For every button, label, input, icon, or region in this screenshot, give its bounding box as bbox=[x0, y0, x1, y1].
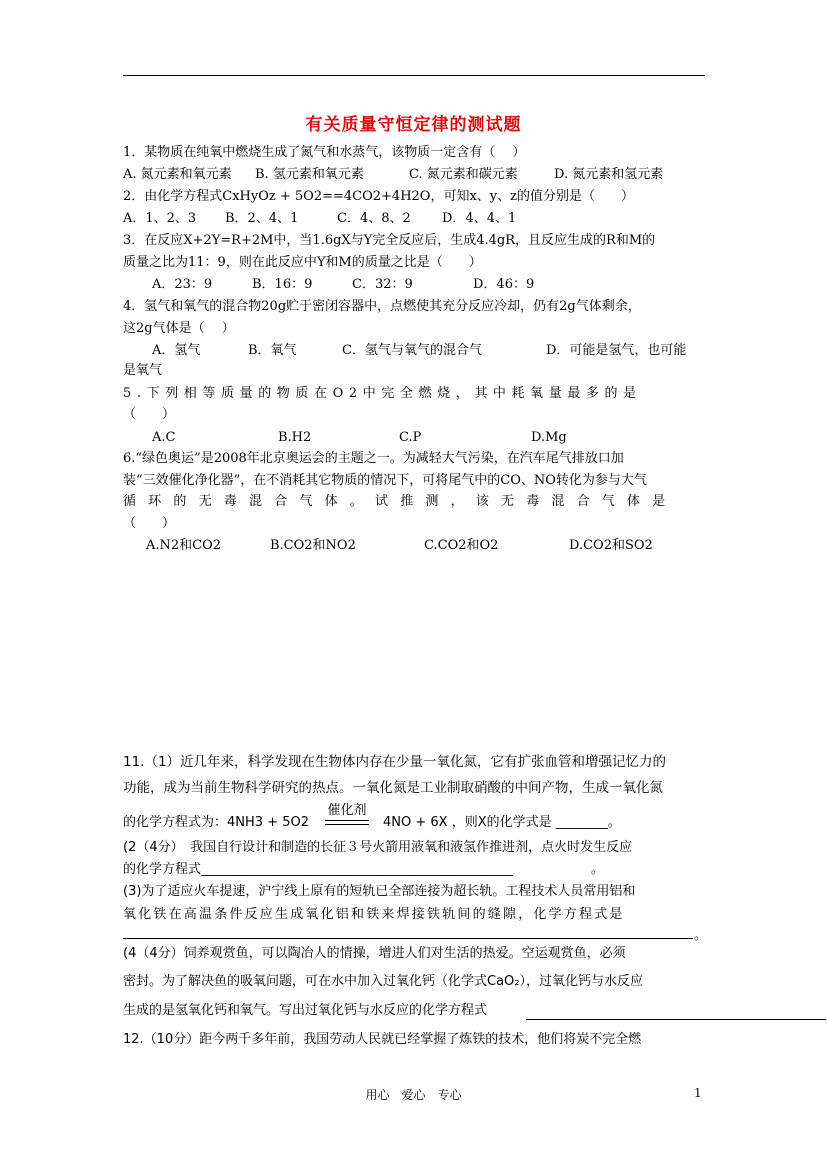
q11-part4-line3: 生成的是氢氧化钙和氧气。写出过氧化钙与水反应的化学方程式 bbox=[123, 1003, 488, 1018]
q4-option-c: C．氢气与氧气的混合气 bbox=[342, 343, 482, 358]
page-number: 1 bbox=[694, 1086, 702, 1100]
q1-stem: 1．某物质在纯氧中燃烧生成了氮气和水蒸气，该物质一定含有（ ） bbox=[123, 145, 526, 160]
q11-part4-answer-line bbox=[526, 1019, 826, 1020]
q4-options bbox=[152, 341, 686, 361]
q11-part3-answer-line bbox=[123, 938, 693, 939]
q11-part4-line1: (4（4分）饲养观赏鱼，可以陶冶人的情操，增进人们对生活的热爱。空运观赏鱼，必须 bbox=[123, 946, 626, 961]
q5-option-c: C.P bbox=[399, 430, 422, 445]
q11-part4-line2: 密封。为了解决鱼的吸氧问题，可在水中加入过氧化钙（化学式CaO₂），过氧化钙与水反应 bbox=[123, 974, 643, 989]
q1-option-c: C. 氮元素和碳元素 bbox=[409, 167, 518, 182]
q11-part3-end: 。 bbox=[694, 928, 708, 943]
q1-option-d: D. 氮元素和氢元素 bbox=[554, 167, 664, 182]
q4-stem-line1: 4．氢气和氧气的混合物20g贮于密闭容器中，点燃使其充分反应冷却，仍有2g气体剩余， bbox=[123, 299, 641, 314]
q6-option-c: C.CO2和O2 bbox=[424, 538, 499, 553]
q3-option-b: B．16：9 bbox=[252, 277, 313, 292]
q3-option-c: C．32：9 bbox=[352, 277, 413, 292]
q2-option-b: B．2、4、1 bbox=[225, 211, 299, 226]
header-rule bbox=[123, 75, 705, 76]
q2-option-d: D．4、4、1 bbox=[442, 211, 517, 226]
q11-part3-line1: (3)为了适应火车提速，沪宁线上原有的短轨已全部连接为超长轨。工程技术人员常用铝和 bbox=[123, 884, 636, 899]
q2-stem: 2．由化学方程式CxHyOz + 5O2==4CO2+4H2O，可知x、y、z的值分别是（ ） bbox=[123, 189, 634, 204]
q3-stem-line2: 质量之比为11：9，则在此反应中Y和M的质量之比是（ ） bbox=[123, 255, 482, 270]
q6-stem-line1: 6.“绿色奥运”是2008年北京奥运会的主题之一。为减轻大气污染，在汽车尾气排放口加 bbox=[123, 451, 624, 466]
catalyst-label: 催化剂 bbox=[327, 803, 367, 818]
q4-stem-line2: 这2g气体是（ ） bbox=[123, 321, 235, 336]
q5-option-a: A.C bbox=[152, 430, 176, 445]
q6-option-b: B.CO2和NO2 bbox=[270, 538, 356, 553]
q6-options bbox=[146, 536, 653, 556]
q6-option-d: D.CO2和SO2 bbox=[569, 538, 653, 553]
q11-part2-line2: 的化学方程式________________________________________________ 。 bbox=[123, 862, 605, 877]
reaction-arrow-double-line bbox=[325, 820, 369, 825]
q2-option-a: A．1、2、3 bbox=[123, 211, 197, 226]
q11-part3-line2: 氧化铁在高温条件反应生成氧化铝和铁来焊接铁轨间的缝隙，化学方程式是 bbox=[123, 907, 625, 922]
q11-part1-line2: 功能，成为当前生物科学研究的热点。一氧化氮是工业制取硝酸的中间产物，生成一氧化氮 bbox=[123, 780, 663, 796]
q5-stem-line1: 5.下列相等质量的物质在O2中完全燃烧，其中耗氧量最多的是 bbox=[123, 386, 642, 401]
q11-equation-prefix: 的化学方程式为：4NH3 + 5O2 bbox=[123, 815, 309, 830]
q1-option-a: A. 氮元素和氧元素 bbox=[123, 167, 232, 182]
q6-option-a: A.N2和CO2 bbox=[146, 538, 222, 553]
page-footer: 用心 爱心 专心 bbox=[365, 1088, 462, 1102]
q1-options bbox=[123, 165, 663, 185]
q6-stem-line2: 装“三效催化净化器”，在不消耗其它物质的情况下，可将尾气中的CO、NO转化为参与大气 bbox=[123, 473, 647, 488]
q3-option-a: A．23：9 bbox=[152, 277, 213, 292]
q6-stem-line4: （ ） bbox=[123, 516, 176, 531]
q6-stem-line3: 循环的无毒混合气体。试推测，该无毒混合气体是 bbox=[123, 494, 678, 509]
q2-options bbox=[123, 209, 516, 229]
q4-option-a: A．氢气 bbox=[152, 343, 201, 358]
q3-option-d: D．46：9 bbox=[473, 277, 535, 292]
q11-part1-line1: 11.（1）近几年来，科学发现在生物体内存在少量一氧化氮，它有扩张血管和增强记忆力的 bbox=[123, 754, 667, 770]
q4-option-d: D．可能是氢气，也可能 bbox=[546, 343, 687, 358]
q5-stem-line2: （ ） bbox=[123, 407, 176, 422]
page-title: 有关质量守恒定律的测试题 bbox=[305, 115, 522, 135]
q11-equation-suffix: 4NO + 6X ，则X的化学式是 ________。 bbox=[383, 815, 621, 830]
q5-option-b: B.H2 bbox=[278, 430, 312, 445]
q1-option-b: B. 氢元素和氧元素 bbox=[255, 167, 364, 182]
q4-option-d-continued: 是氧气 bbox=[123, 363, 163, 378]
q12-line1: 12.（10分）距今两千多年前，我国劳动人民就已经掌握了炼铁的技术，他们将炭不完全燃 bbox=[123, 1032, 642, 1047]
q3-options bbox=[152, 275, 534, 295]
q3-stem-line1: 3．在反应X+2Y=R+2M中，当1.6gX与Y完全反应后，生成4.4gR，且反应生成的R和M的 bbox=[123, 233, 656, 248]
q11-part2-line1: (2（4分） 我国自行设计和制造的长征３号火箭用液氧和液氢作推进剂，点火时发生反应 bbox=[123, 840, 633, 855]
q4-option-b: B．氧气 bbox=[248, 343, 297, 358]
q5-options bbox=[152, 428, 567, 448]
q2-option-c: C．4、8、2 bbox=[337, 211, 411, 226]
q5-option-d: D.Mg bbox=[531, 430, 567, 445]
